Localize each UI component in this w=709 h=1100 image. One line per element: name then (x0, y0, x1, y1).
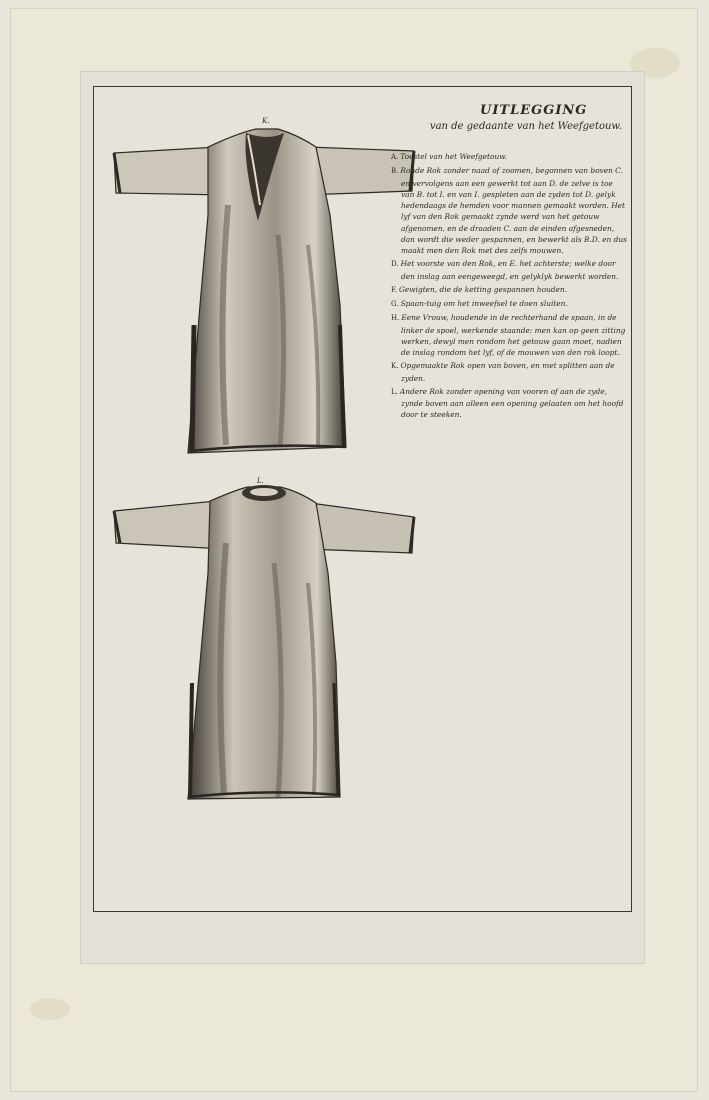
plate-title: UITLEGGING (480, 103, 588, 118)
legend-entry (391, 298, 627, 310)
legend-letter: F. (391, 285, 397, 294)
figure-l-label: L. (257, 477, 264, 485)
legend-entry (391, 386, 627, 421)
legend-letter: L. (391, 387, 398, 396)
legend-text: Het voorste van den Rok, en E. het achterste; welke door den inslag aan eengeweegd, en gelyklyk bewerkt worden. (400, 259, 619, 281)
legend-text: Gewigten, die de ketting gespannen houden. (399, 284, 567, 294)
legend-letter: H. (391, 314, 400, 323)
plate-subtitle: van de gedaante van het Weefgetouw. (429, 121, 622, 132)
legend-letter: A. (391, 153, 399, 161)
robe-k-illustration (108, 125, 420, 460)
legend-letter: B. (391, 167, 399, 176)
legend-letter: K. (391, 362, 399, 371)
legend-entry (391, 165, 627, 256)
legend-text: Toestel van het Weefgetouw. (400, 152, 508, 161)
legend-entry (391, 258, 627, 282)
legend-entry (391, 151, 627, 163)
legend-list (391, 151, 627, 423)
figure-k-label: K. (262, 117, 270, 125)
legend-entry (391, 284, 627, 296)
legend-text: Opgemaakte Rok open van boven, en met splitten aan de zyden. (400, 361, 615, 383)
legend-letter: G. (391, 300, 399, 308)
legend-text: Spaan-tuig om het inweefsel te doen sluiten. (400, 299, 568, 308)
legend-text: Eene Vrouw, houdende in de rechterhand de spaan, in de linker de spoel, werkende staande: men kan op geen zitting werken, dewyl men rondom het getouw gaan moet, nadien de inslag rondom het lyf, of de mouwen van den rok loopt. (401, 313, 626, 357)
legend-entry (391, 360, 627, 384)
legend-text: Ronde Rok zonder naad of zoomen, begonnen van boven C. en vervolgens aan een gewerkt tot aan D. de zelve is toe van B. tot I. en van I. gespleten aan de zyden tot D. gelyk hedendaags de hemden voor mannen gemaakt worden. Het lyf van den Rok gemaakt zynde werd van het getouw afgenomen, en de draaden C. aan de einden afgesneden, dan wordt die weder gespannen, en bewerkt als B.D. en dus maakt men den Rok met des zelfs mouwen. (400, 166, 627, 255)
legend-text: Andere Rok zonder opening van vooren of aan de zyde, zynde boven aan alleen een opening gelaaten om het hoofd door te steeken. (399, 386, 624, 420)
legend-entry (391, 312, 627, 358)
paper-stain (30, 998, 70, 1020)
legend-letter: D. (391, 260, 399, 269)
robe-l-illustration (108, 483, 420, 803)
